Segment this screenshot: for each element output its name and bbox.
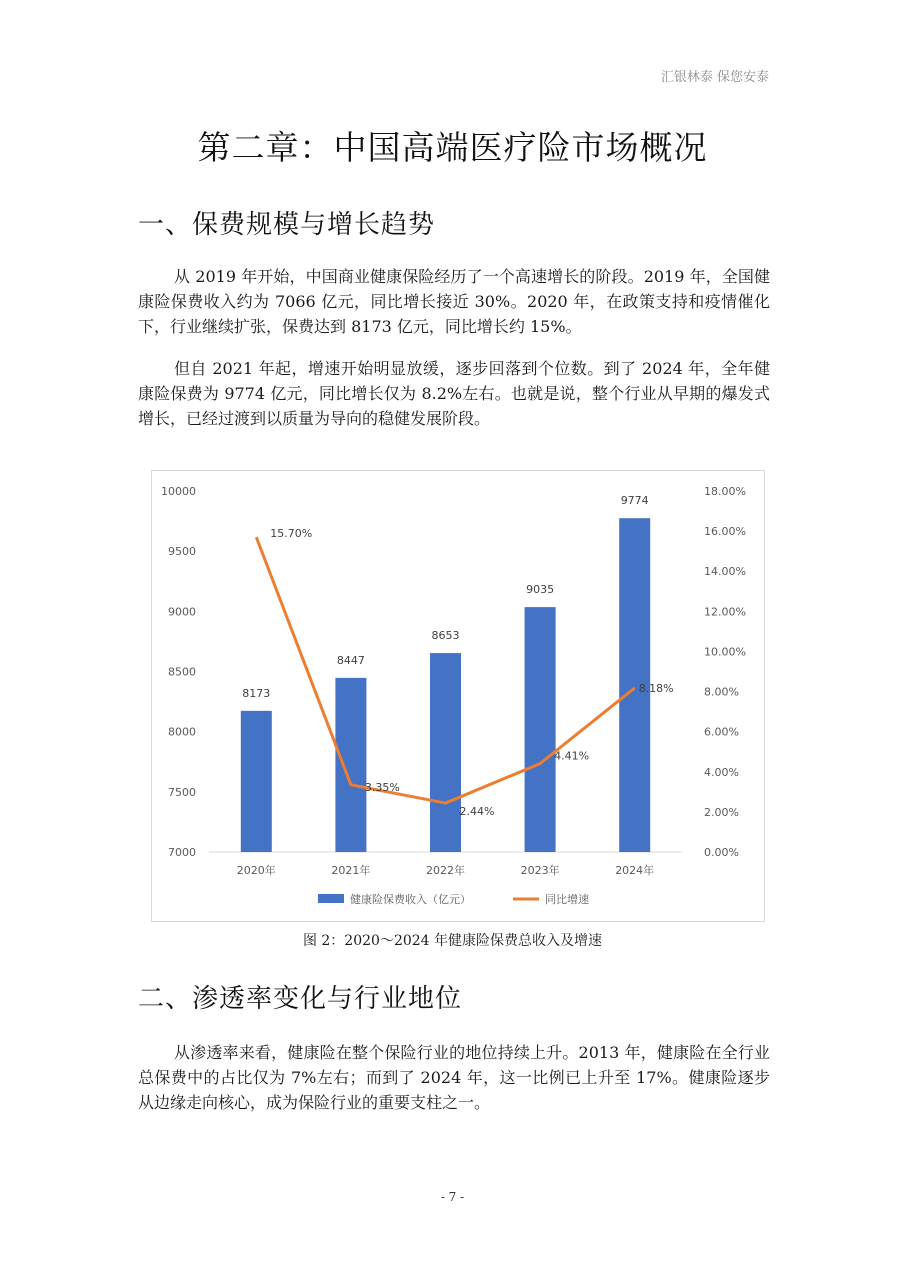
page-number: - 7 -	[440, 1190, 465, 1204]
chapter-title: 第二章：中国高端医疗险市场概况	[197, 128, 708, 167]
bar-data-label: 8447	[336, 653, 365, 667]
x-tick-label: 2020年	[236, 864, 276, 877]
bar-data-label: 8653	[431, 629, 460, 643]
bar-data-label: 9774	[620, 494, 649, 508]
y-right-tick-label: 0.00%	[704, 846, 739, 859]
bar	[430, 653, 461, 852]
y-right-tick-label: 16.00%	[704, 525, 746, 539]
section-1-paragraph-1: 从 2019 年开始，中国商业健康保险经历了一个高速增长的阶段。2019 年，全国健康险保费收入约为 7066 亿元，同比增长接近 30%。2020 年，在政策支持和疫情催化下，行业继续扩张，保费达到 8173 亿元，同比增长约 15%。	[138, 267, 770, 336]
legend-line-label: 同比增速	[545, 893, 589, 906]
y-right-tick-label: 14.00%	[704, 565, 746, 579]
bar	[241, 711, 272, 852]
bar	[525, 607, 556, 852]
y-left-tick-label: 9500	[168, 545, 196, 559]
line-data-label: 15.70%	[270, 527, 313, 541]
y-right-tick-label: 8.00%	[704, 685, 739, 699]
line-data-label: 3.35%	[364, 780, 400, 794]
line-data-label: 8.18%	[638, 681, 674, 695]
y-left-tick-label: 7000	[168, 846, 196, 859]
y-left-tick-label: 7500	[168, 785, 196, 799]
bar-data-label: 8173	[242, 686, 271, 700]
y-left-tick-label: 9000	[168, 605, 196, 619]
line-data-label: 2.44%	[459, 805, 495, 819]
y-right-tick-label: 10.00%	[704, 645, 746, 659]
chart-container	[151, 470, 765, 922]
y-right-tick-label: 4.00%	[704, 765, 739, 779]
header-slogan: 汇银林泰 保您安泰	[660, 70, 769, 85]
section-1-title: 一、保费规模与增长趋势	[138, 210, 436, 240]
y-right-tick-label: 2.00%	[704, 805, 739, 819]
y-left-tick-label: 8000	[168, 725, 196, 739]
section-1-paragraph-2: 但自 2021 年起，增速开始明显放缓，逐步回落到个位数。到了 2024 年，全年健康险保费为 9774 亿元，同比增长仅为 8.2%左右。也就是说，整个行业从早期的爆发式增长，已经过渡到以质量为导向的稳健发展阶段。	[138, 359, 770, 428]
section-2-paragraph-1: 从渗透率来看，健康险在整个保险行业的地位持续上升。2013 年，健康险在全行业总保费中的占比仅为 7%左右；而到了 2024 年，这一比例已上升至 17%。健康险逐步从边缘走向核心，成为保险行业的重要支柱之一。	[138, 1043, 770, 1112]
x-tick-label: 2024年	[615, 864, 655, 877]
x-tick-label: 2022年	[426, 864, 465, 877]
y-left-tick-label: 10000	[161, 485, 196, 498]
figure-caption: 图 2：2020～2024 年健康险保费总收入及增速	[302, 933, 603, 949]
line-data-label: 4.41%	[554, 749, 590, 763]
y-right-tick-label: 12.00%	[704, 605, 746, 619]
chart-svg	[152, 471, 764, 921]
y-right-tick-label: 6.00%	[704, 725, 739, 739]
bar	[335, 678, 366, 852]
bar-data-label: 9035	[526, 583, 555, 597]
legend-bar-label: 健康险保费收入（亿元）	[350, 893, 471, 906]
y-right-tick-label: 18.00%	[704, 485, 746, 498]
legend-bar-swatch	[318, 894, 344, 903]
x-tick-label: 2023年	[520, 864, 560, 877]
y-left-tick-label: 8500	[168, 665, 196, 679]
x-tick-label: 2021年	[331, 864, 371, 877]
section-2-title: 二、渗透率变化与行业地位	[138, 984, 463, 1014]
